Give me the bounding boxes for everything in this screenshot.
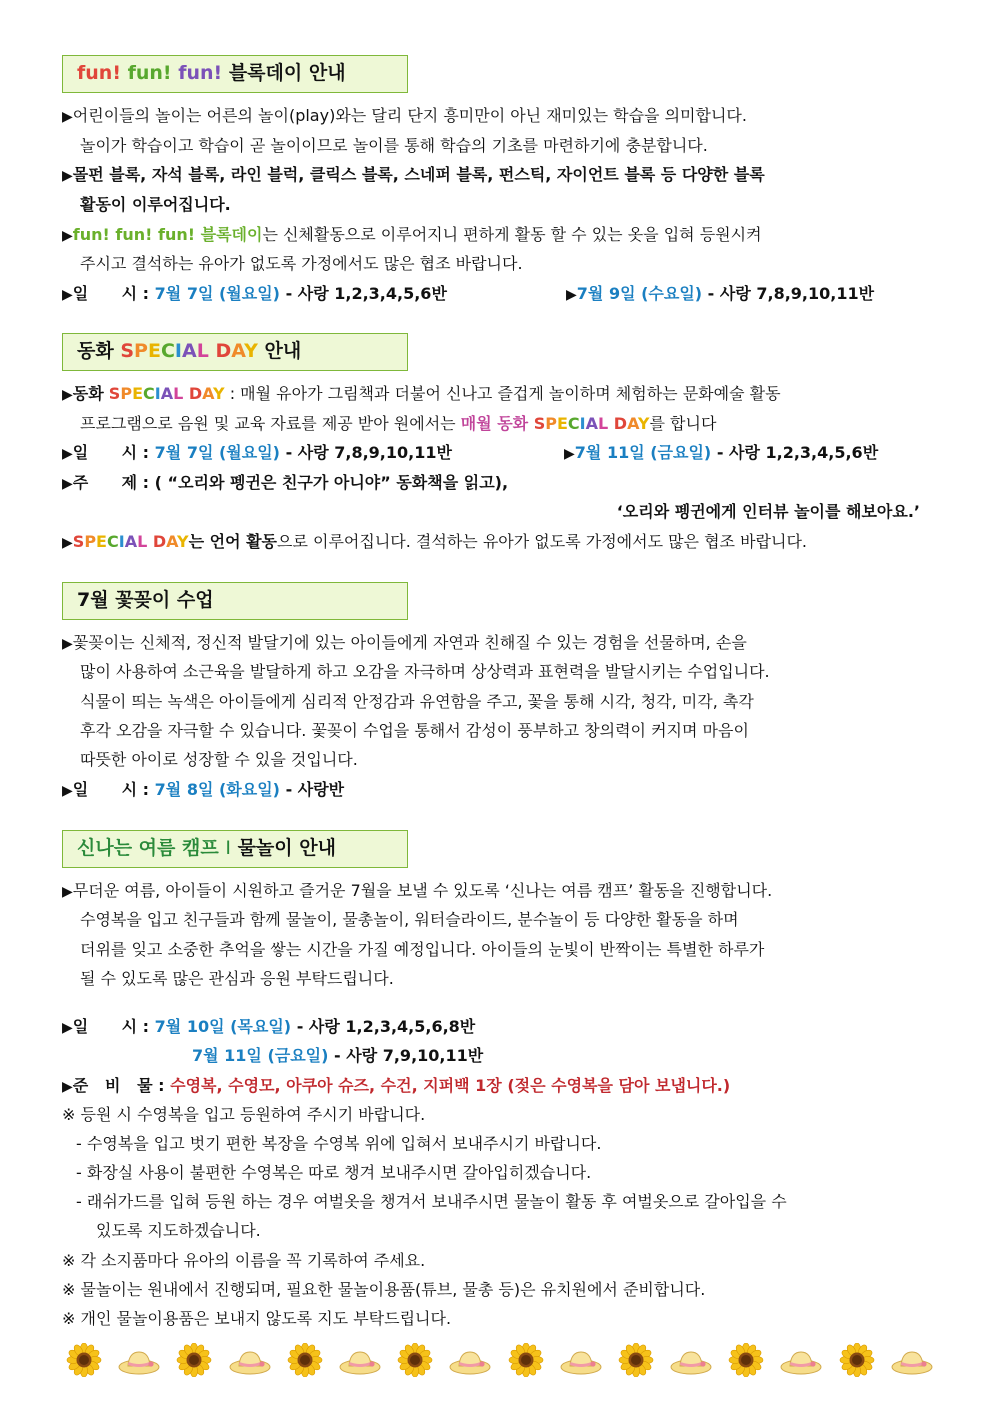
date-value: 7월 11일 (금요일) (192, 1046, 329, 1065)
bullet: ▶ (62, 1079, 73, 1095)
bullet: ▶ (62, 1020, 73, 1036)
topic-value: ‘오리와 펭귄에게 인터뷰 놀이를 해보아요.’ (616, 502, 920, 521)
paragraph-line (80, 721, 934, 741)
supplies-line (62, 1076, 934, 1097)
paragraph-line (80, 969, 934, 989)
heading-number: Ⅰ (225, 837, 231, 859)
date-value: 7월 10일 (목요일) (154, 1017, 292, 1036)
paragraph-line (62, 633, 934, 654)
bullet: ▶ (62, 884, 73, 900)
bullet: ▶ (62, 387, 73, 403)
sunflower-icon (283, 1343, 327, 1377)
class-value: - 사랑 7,8,9,10,11반 (707, 284, 875, 303)
text: 를 합니다 (649, 414, 717, 433)
section-heading-special-day (62, 333, 408, 371)
section-heading-block-day (62, 55, 408, 93)
heading-text: 안내 (264, 340, 302, 362)
text: 으로 이루어집니다. 결석하는 유아가 없도록 가정에서도 많은 협조 바랍니다. (277, 532, 808, 551)
paragraph-line (80, 910, 934, 930)
heading-fun-1: fun! (77, 62, 121, 84)
bullet: ▶ (62, 287, 73, 303)
bullet: ▶ (62, 636, 73, 652)
date-value: 7월 7일 (월요일) (154, 443, 280, 462)
date-label: 일 시 : (72, 1017, 150, 1036)
text: 는 신체활동으로 이루어지니 편하게 활동 할 수 있는 옷을 입혀 등원시켜 (262, 225, 762, 244)
schedule-line (192, 1046, 932, 1066)
text: 프로그램으로 음원 및 교육 자료를 제공 받아 원에서는 (80, 414, 461, 433)
text: ※ 등원 시 수영복을 입고 등원하여 주시기 바랍니다. (62, 1105, 426, 1124)
text: : 매월 유아가 그림책과 더불어 신나고 즐겁게 놀이하며 체험하는 문화예술 활동 (224, 384, 781, 403)
text: 놀이가 학습이고 학습이 곧 놀이이므로 놀이를 통해 학습의 기초를 마련하기에 충분합니다. (80, 136, 708, 155)
paragraph-line (80, 414, 934, 434)
special-day-name: SPECIAL DAY (108, 384, 225, 403)
bullet: ▶ (62, 783, 73, 799)
bullet: ▶ (564, 446, 575, 462)
section-heading-flower-class (62, 582, 408, 620)
text: 수영복을 입고 친구들과 함께 물놀이, 물총놀이, 워터슬라이드, 분수놀이 등 다양한 활동을 하며 (80, 910, 739, 929)
heading-title: 물놀이 안내 (237, 837, 336, 859)
sun-hat-icon (117, 1343, 161, 1377)
special-day-name: SPECIAL DAY (533, 414, 650, 433)
heading-title: 블록데이 안내 (228, 62, 346, 84)
text: 있도록 지도하겠습니다. (96, 1221, 261, 1240)
supplies-value: 수영복, 수영모, 아쿠아 슈즈, 수건, 지퍼백 1장 (젖은 수영복을 담아 보냅니다.) (170, 1076, 731, 1095)
paragraph-line (62, 165, 934, 186)
sunflower-icon (393, 1343, 437, 1377)
schedule-line (62, 780, 934, 801)
date-value: 7월 9일 (수요일) (576, 284, 703, 303)
bullet: ▶ (566, 287, 577, 303)
sunflower-icon (835, 1343, 879, 1377)
sunflower-icon (62, 1343, 106, 1377)
section-heading-summer-camp (62, 830, 408, 868)
text: - 래쉬가드를 입혀 등원 하는 경우 여벌옷을 챙겨서 보내주시면 물놀이 활동 후 여벌옷으로 갈아입을 수 (76, 1192, 787, 1211)
sub-note-line (76, 1192, 934, 1212)
sun-hat-icon (890, 1343, 934, 1377)
text: 꽃꽂이는 신체적, 정신적 발달기에 있는 아이들에게 자연과 친해질 수 있는 경험을 선물하며, 손을 (72, 633, 747, 652)
date-value: 7월 11일 (금요일) (574, 443, 712, 462)
date-value: 7월 7일 (월요일) (154, 284, 280, 303)
text: 동화 (72, 384, 104, 403)
decoration-border (62, 1342, 934, 1378)
sub-note-line (96, 1221, 934, 1241)
text: 따뜻한 아이로 성장할 수 있을 것입니다. (80, 750, 358, 769)
note-line (62, 1251, 934, 1271)
heading-special-day: SPECIAL DAY (120, 340, 258, 362)
paragraph-line (62, 106, 934, 127)
note-line (62, 1280, 934, 1300)
date-label: 일 시 : (72, 443, 150, 462)
paragraph-line (62, 225, 934, 246)
text: 주시고 결석하는 유아가 없도록 가정에서도 많은 협조 바랍니다. (80, 254, 523, 273)
sunflower-icon (172, 1343, 216, 1377)
paragraph-line (80, 662, 934, 682)
date-label: 일 시 : (72, 780, 150, 799)
bullet: ▶ (62, 109, 73, 125)
schedule-line (62, 1017, 934, 1038)
paragraph-line (62, 881, 934, 902)
paragraph-line (80, 195, 934, 215)
sub-note-line (76, 1134, 934, 1154)
heading-text: 동화 (77, 340, 114, 362)
class-value: - 사랑 7,8,9,10,11반 (285, 443, 452, 462)
topic-line (62, 502, 934, 522)
text: 무더운 여름, 아이들이 시원하고 즐거운 7월을 보낼 수 있도록 ‘신나는 여름 캠프’ 활동을 진행합니다. (72, 881, 773, 900)
text: 많이 사용하여 소근육을 발달하게 하고 오감을 자극하며 상상력과 표현력을 발달시키는 수업입니다. (80, 662, 770, 681)
paragraph-line (80, 254, 934, 274)
sun-hat-icon (228, 1343, 272, 1377)
sun-hat-icon (338, 1343, 382, 1377)
topic-value: ( “오리와 펭귄은 친구가 아니야” 동화책을 읽고), (154, 473, 509, 492)
bullet: ▶ (62, 476, 73, 492)
bullet: ▶ (62, 446, 73, 462)
sun-hat-icon (669, 1343, 713, 1377)
paragraph-line (62, 384, 934, 405)
text: 어린이들의 놀이는 어른의 놀이(play)와는 달리 단지 흥미만이 아닌 재미있는 학습을 의미합니다. (72, 106, 747, 125)
text: 몰펀 블록, 자석 블록, 라인 블럭, 클릭스 블록, 스네퍼 블록, 펀스틱, 자이언트 블록 등 다양한 블록 (72, 165, 765, 184)
topic-line (62, 473, 934, 494)
paragraph-line (80, 692, 934, 712)
supplies-label: 준 비 물 : (72, 1076, 165, 1095)
sunflower-icon (504, 1343, 548, 1377)
class-value: - 사랑반 (285, 780, 345, 799)
sunflower-icon (724, 1343, 768, 1377)
paragraph-line (80, 940, 934, 960)
schedule-line (62, 443, 934, 464)
heading-title: 신나는 여름 캠프 (77, 837, 219, 859)
sun-hat-icon (448, 1343, 492, 1377)
text: 식물이 띄는 녹색은 아이들에게 심리적 안정감과 유연함을 주고, 꽃을 통해 시각, 청각, 미각, 촉각 (80, 692, 754, 711)
text: ※ 각 소지품마다 유아의 이름을 꼭 기록하여 주세요. (62, 1251, 426, 1270)
topic-label: 주 제 : (72, 473, 150, 492)
paragraph-line (62, 532, 934, 553)
class-value: - 사랑 1,2,3,4,5,6,8반 (296, 1017, 476, 1036)
text: 활동이 이루어집니다. (80, 195, 231, 214)
text: 후각 오감을 자극할 수 있습니다. 꽃꽂이 수업을 통해서 감성이 풍부하고 창의력이 커지며 마음이 (80, 721, 749, 740)
block-day-name: fun! fun! fun! 블록데이 (72, 225, 263, 244)
sub-note-line (76, 1163, 934, 1183)
text: - 화장실 사용이 불편한 수영복은 따로 챙겨 보내주시면 갈아입히겠습니다. (76, 1163, 592, 1182)
schedule-line (62, 284, 934, 305)
bullet: ▶ (62, 228, 73, 244)
class-value: - 사랑 7,9,10,11반 (334, 1046, 484, 1065)
text: 매월 동화 (460, 414, 534, 433)
text: 더위를 잊고 소중한 추억을 쌓는 시간을 가질 예정입니다. 아이들의 눈빛이 반짝이는 특별한 하루가 (80, 940, 765, 959)
heading-fun-2: fun! (127, 62, 172, 84)
text: ※ 개인 물놀이용품은 보내지 않도록 지도 부탁드립니다. (62, 1309, 452, 1328)
class-value: - 사랑 1,2,3,4,5,6반 (716, 443, 879, 462)
note-line (62, 1309, 934, 1329)
text: - 수영복을 입고 벗기 편한 복장을 수영복 위에 입혀서 보내주시기 바랍니다. (76, 1134, 602, 1153)
bullet: ▶ (62, 535, 73, 551)
date-value: 7월 8일 (화요일) (154, 780, 280, 799)
sun-hat-icon (779, 1343, 823, 1377)
heading-fun-3: fun! (178, 62, 223, 84)
heading-title: 7월 꽃꽂이 수업 (77, 589, 214, 611)
note-line (62, 1105, 934, 1125)
text: ※ 물놀이는 원내에서 진행되며, 필요한 물놀이용품(튜브, 물총 등)은 유치원에서 준비합니다. (62, 1280, 706, 1299)
sunflower-icon (614, 1343, 658, 1377)
paragraph-line (80, 136, 934, 156)
special-day-name: SPECIAL DAY (72, 532, 189, 551)
bullet: ▶ (62, 168, 73, 184)
date-label: 일 시 : (72, 284, 150, 303)
class-value: - 사랑 1,2,3,4,5,6반 (285, 284, 447, 303)
paragraph-line (80, 750, 934, 770)
sun-hat-icon (559, 1343, 603, 1377)
text: 될 수 있도록 많은 관심과 응원 부탁드립니다. (80, 969, 394, 988)
text: 는 언어 활동 (188, 532, 278, 551)
